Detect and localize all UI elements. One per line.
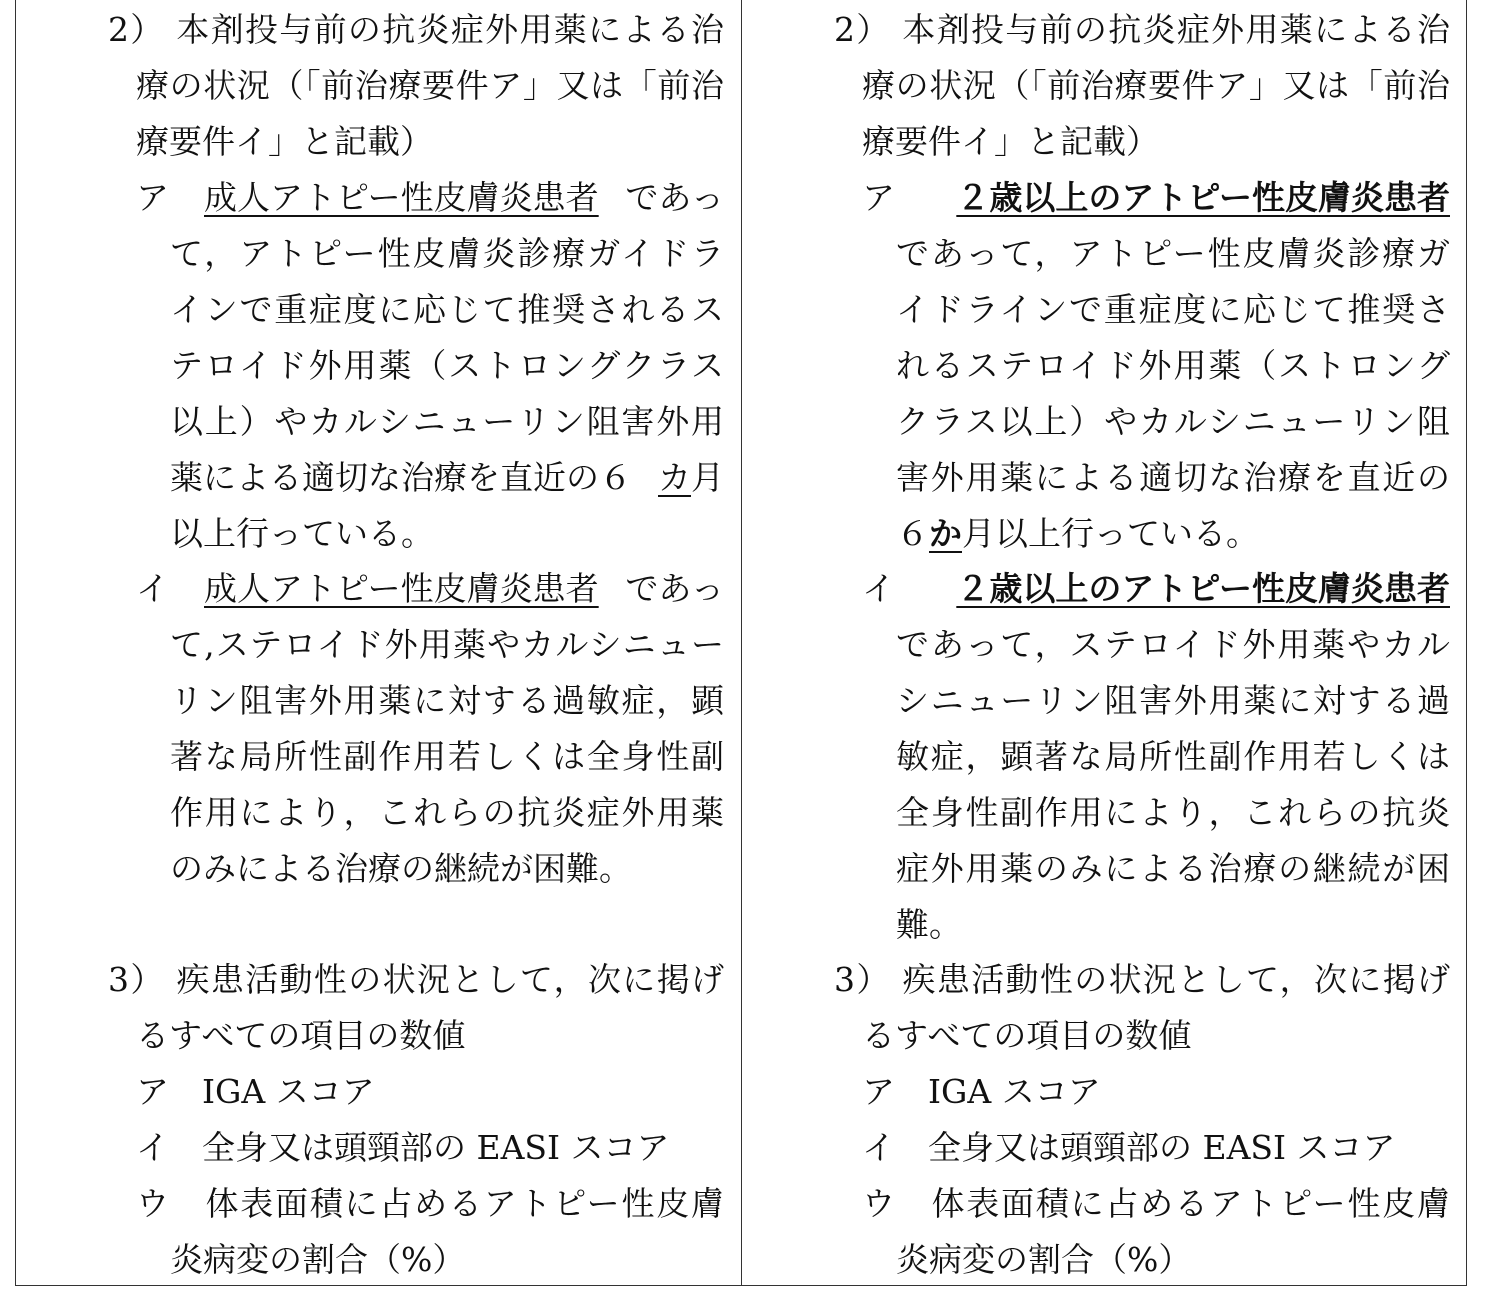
item-a-line: イドラインで重症度に応じて推奨さ (896, 290, 1450, 329)
changed-text: か (929, 514, 962, 553)
changed-text: 成人アトピー性皮膚炎患者 (204, 178, 599, 217)
text: であっ (625, 178, 724, 217)
section-3-line: るすべての項目の数値 (862, 1016, 1192, 1055)
new-text-column (742, 0, 1466, 1285)
item-a-line: 以上）やカルシニューリン阻害外用 (170, 402, 724, 441)
item-a-line: であって，アトピー性皮膚炎診療ガ (896, 234, 1450, 273)
item-a-line: テロイド外用薬（ストロングクラス (170, 346, 724, 385)
item-i-marker: イ (862, 569, 895, 608)
text: であっ (625, 569, 724, 608)
item-i-line: であって，ステロイド外用薬やカル (896, 625, 1450, 664)
section-2-line: 療の状況（「前治療要件ア」又は「前治 (136, 66, 724, 105)
section-2-line: 療要件イ」と記載） (862, 122, 1159, 161)
item-i-line: 難。 (896, 905, 962, 944)
item-i-line: 作用により，これらの抗炎症外用薬 (170, 793, 724, 832)
section-3-item-i: イ 全身又は頭頸部の EASI スコア (136, 1128, 670, 1167)
item-a-line: クラス以上）やカルシニューリン阻 (896, 402, 1450, 441)
section-3-line: るすべての項目の数値 (136, 1016, 466, 1055)
item-i-line: のみによる治療の継続が困難。 (170, 849, 632, 888)
item-a-line (170, 450, 724, 506)
item-i-marker: イ (136, 569, 169, 608)
section-3-item-u: ウ 体表面積に占めるアトピー性皮膚 (136, 1184, 724, 1223)
text: ６ (896, 514, 929, 553)
section-3-heading: 3） 疾患活動性の状況として，次に掲げ (108, 960, 724, 999)
item-i-line: 著な局所性副作用若しくは全身性副 (170, 737, 724, 776)
item-a-line: 以上行っている。 (170, 514, 434, 553)
text: 月以上行っている。 (962, 514, 1259, 553)
section-3-item-i: イ 全身又は頭頸部の EASI スコア (862, 1128, 1396, 1167)
old-text-column (16, 0, 742, 1285)
item-i-line: シニューリン阻害外用薬に対する過 (896, 681, 1450, 720)
section-2-line: 療要件イ」と記載） (136, 122, 433, 161)
item-i-line: 症外用薬のみによる治療の継続が困 (896, 849, 1450, 888)
item-a-line: 害外用薬による適切な治療を直近の (896, 458, 1450, 497)
text: 薬による適切な治療を直近の６ (170, 458, 632, 497)
section-3-item-u: ウ 体表面積に占めるアトピー性皮膚 (862, 1184, 1450, 1223)
item-a-line: て，アトピー性皮膚炎診療ガイドラ (170, 234, 724, 273)
item-a-marker: ア (862, 178, 895, 217)
item-a-line (896, 506, 1259, 562)
item-i-first-line (204, 561, 724, 617)
item-i-line: 全身性副作用により，これらの抗炎 (896, 793, 1450, 832)
section-3-item-a: ア IGA スコア (862, 1072, 1101, 1111)
item-a-marker: ア (136, 178, 169, 217)
changed-text: 成人アトピー性皮膚炎患者 (204, 569, 599, 608)
section-2-heading: 2） 本剤投与前の抗炎症外用薬による治 (834, 10, 1450, 49)
section-3-heading: 3） 疾患活動性の状況として，次に掲げ (834, 960, 1450, 999)
comparison-table (15, 0, 1467, 1286)
item-i-line: て,ステロイド外用薬やカルシニュー (170, 625, 724, 664)
item-a-first-line (930, 170, 1450, 226)
changed-text: カ (658, 458, 691, 497)
item-i-first-line (930, 561, 1450, 617)
item-a-first-line (204, 170, 724, 226)
text: 月 (691, 458, 724, 497)
item-i-line: 敏症，顕著な局所性副作用若しくは (896, 737, 1450, 776)
changed-text: ２歳以上のアトピー性皮膚炎患者 (956, 178, 1450, 217)
section-3-item-u-line: 炎病変の割合（%） (896, 1240, 1192, 1279)
item-a-line: インで重症度に応じて推奨されるス (170, 290, 724, 329)
section-2-line: 療の状況（「前治療要件ア」又は「前治 (862, 66, 1450, 105)
item-a-line: れるステロイド外用薬（ストロング (896, 346, 1450, 385)
changed-text: ２歳以上のアトピー性皮膚炎患者 (956, 569, 1450, 608)
section-3-item-a: ア IGA スコア (136, 1072, 375, 1111)
item-i-line: リン阻害外用薬に対する過敏症，顕 (170, 681, 724, 720)
section-3-item-u-line: 炎病変の割合（%） (170, 1240, 466, 1279)
section-2-heading: 2） 本剤投与前の抗炎症外用薬による治 (108, 10, 724, 49)
